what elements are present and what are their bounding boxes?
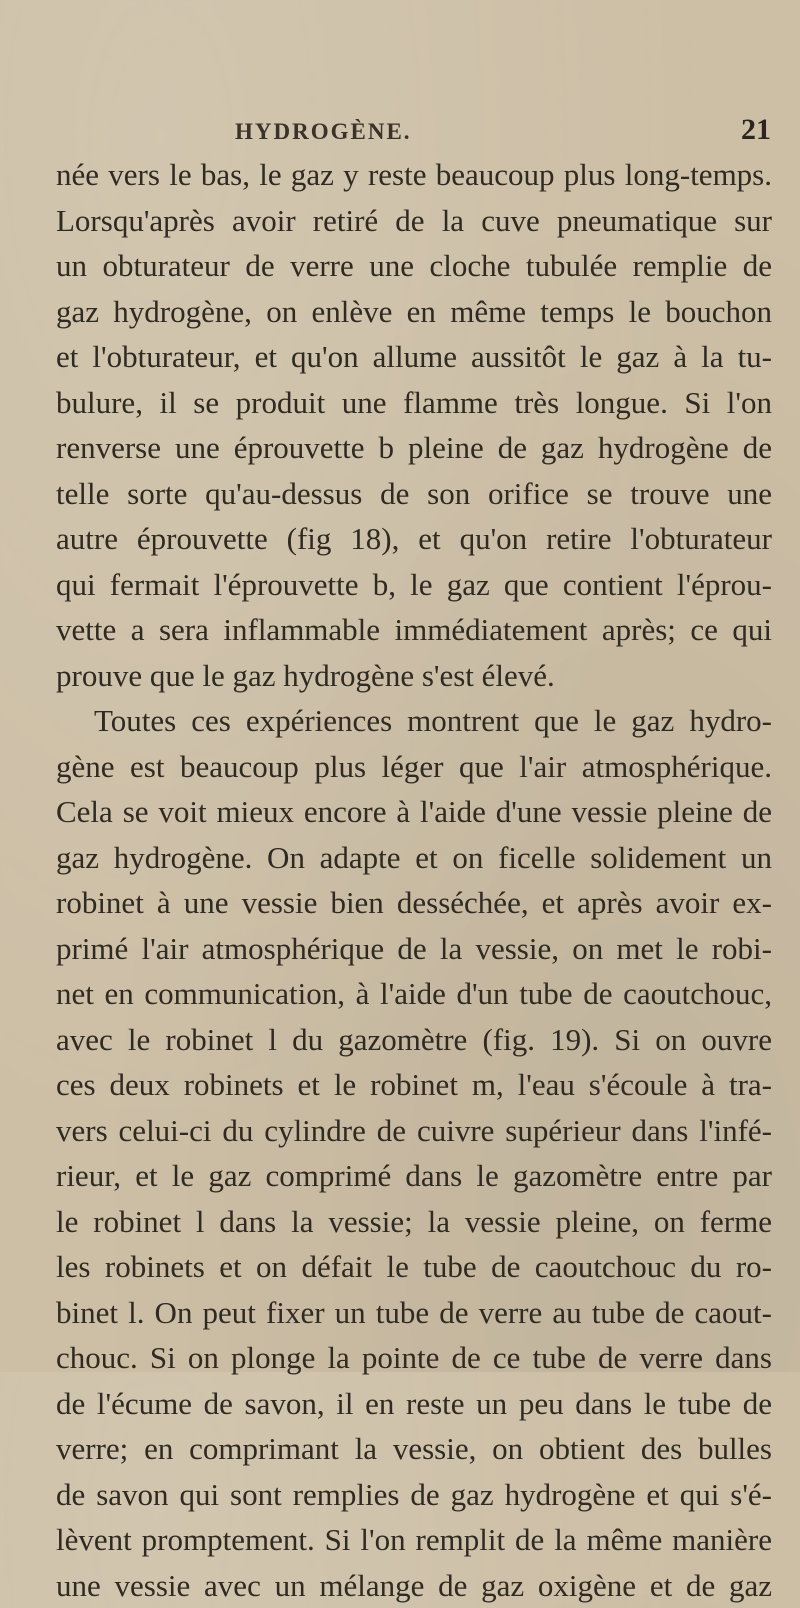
text-line: verre; en comprimant la vessie, on obtient des bulles (56, 1426, 772, 1472)
running-head (235, 113, 771, 147)
text-line: telle sorte qu'au-dessus de son orifice se trouve une (56, 471, 772, 517)
text-line: gaz hydrogène. On adapte et on ficelle solidement un (56, 835, 772, 881)
text-line: rieur, et le gaz comprimé dans le gazomètre entre par (56, 1153, 772, 1199)
text-line: robinet à une vessie bien desséchée, et après avoir ex- (56, 880, 772, 926)
text-line: de l'écume de savon, il en reste un peu dans le tube de (56, 1381, 772, 1427)
text-line: prouve que le gaz hydrogène s'est élevé. (56, 653, 772, 699)
text-line: une vessie avec un mélange de gaz oxigène et de gaz (56, 1563, 772, 1608)
text-line: qui fermait l'éprouvette b, le gaz que contient l'éprou- (56, 562, 772, 608)
text-line: gaz hydrogène, on enlève en même temps le bouchon (56, 289, 772, 335)
text-line: et l'obturateur, et qu'on allume aussitôt le gaz à la tu- (56, 334, 772, 380)
text-line: primé l'air atmosphérique de la vessie, on met le robi- (56, 926, 772, 972)
text-line: net en communication, à l'aide d'un tube de caoutchouc, (56, 971, 772, 1017)
text-line: née vers le bas, le gaz y reste beaucoup plus long-temps. (56, 152, 772, 198)
text-line: Toutes ces expériences montrent que le gaz hydro- (56, 698, 772, 744)
body-text (56, 152, 772, 1608)
text-line: gène est beaucoup plus léger que l'air atmosphérique. (56, 744, 772, 790)
text-line: autre éprouvette (fig 18), et qu'on retire l'obturateur (56, 516, 772, 562)
text-line: lèvent promptement. Si l'on remplit de la même manière (56, 1517, 772, 1563)
text-line: bulure, il se produit une flamme très longue. Si l'on (56, 380, 772, 426)
text-line: les robinets et on défait le tube de caoutchouc du ro- (56, 1244, 772, 1290)
text-line: vers celui-ci du cylindre de cuivre supérieur dans l'infé- (56, 1108, 772, 1154)
text-line: Cela se voit mieux encore à l'aide d'une vessie pleine de (56, 789, 772, 835)
text-line: binet l. On peut fixer un tube de verre au tube de caout- (56, 1290, 772, 1336)
text-line: avec le robinet l du gazomètre (fig. 19). Si on ouvre (56, 1017, 772, 1063)
text-line: chouc. Si on plonge la pointe de ce tube de verre dans (56, 1335, 772, 1381)
text-line: le robinet l dans la vessie; la vessie pleine, on ferme (56, 1199, 772, 1245)
page-number: 21 (741, 113, 771, 147)
text-line: Lorsqu'après avoir retiré de la cuve pneumatique sur (56, 198, 772, 244)
text-line: renverse une éprouvette b pleine de gaz hydrogène de (56, 425, 772, 471)
text-line: ces deux robinets et le robinet m, l'eau s'écoule à tra- (56, 1062, 772, 1108)
text-line: de savon qui sont remplies de gaz hydrogène et qui s'é- (56, 1472, 772, 1518)
text-line: un obturateur de verre une cloche tubulée remplie de (56, 243, 772, 289)
running-title: HYDROGÈNE. (235, 119, 412, 145)
text-line: vette a sera inflammable immédiatement après; ce qui (56, 607, 772, 653)
